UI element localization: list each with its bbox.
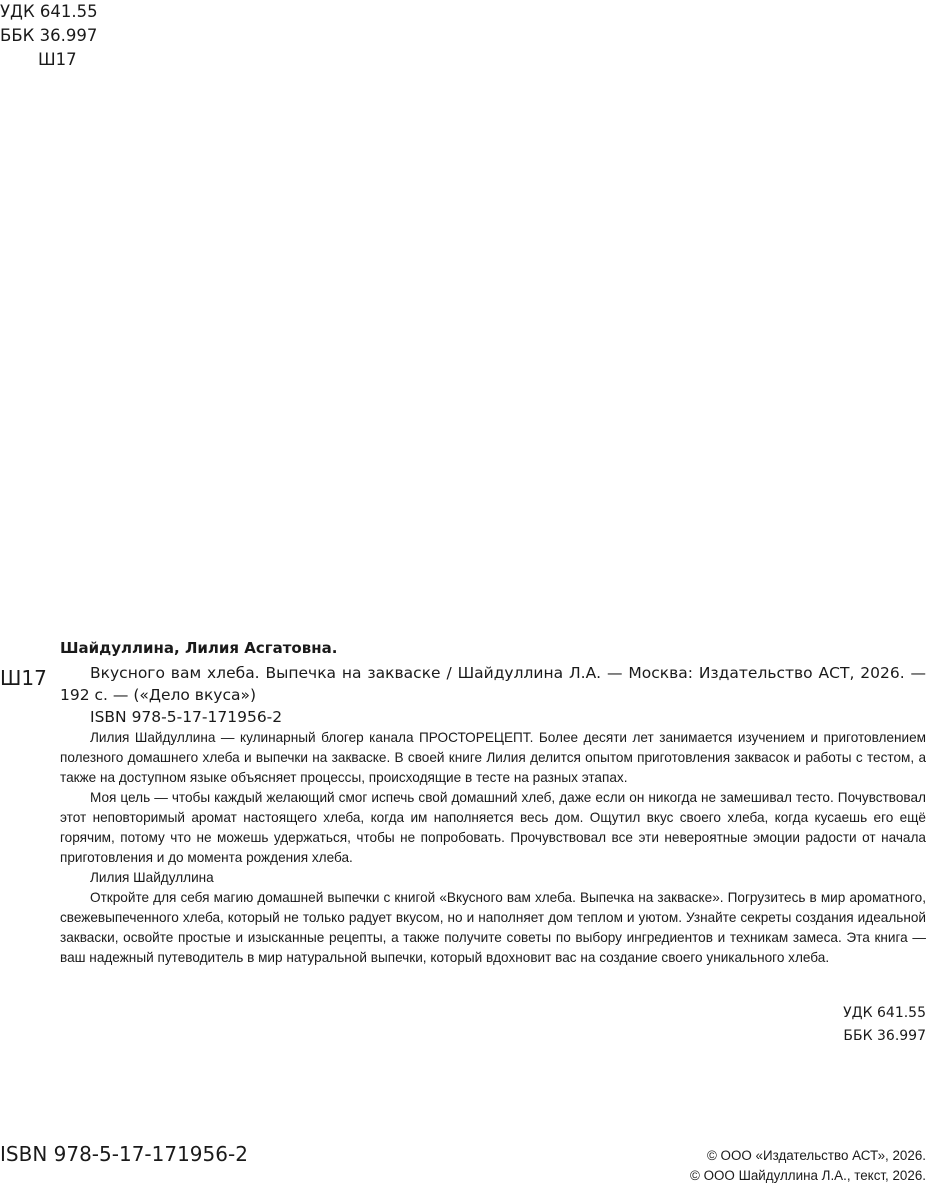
top-classification-codes xyxy=(0,0,98,72)
isbn-footer: ISBN 978-5-17-171956-2 xyxy=(0,1142,248,1166)
copyright-author: © ООО Шайдуллина Л.А., текст, 2026. xyxy=(690,1168,926,1183)
card-author: Шайдуллина, Лилия Асгатовна. xyxy=(60,639,338,657)
annotation-signature: Лилия Шайдуллина xyxy=(90,870,214,885)
card-classification-codes xyxy=(843,1002,926,1048)
author-sign-card: Ш17 xyxy=(0,666,47,690)
udk-code-card: УДК 641.55 xyxy=(843,1005,926,1021)
bbk-code-top: ББК 36.997 xyxy=(0,26,98,45)
card-title-block: Вкусного вам хлеба. Выпечка на закваске / Шайдуллина Л.А. — Москва: Издательство АСТ, 2026. —192 с. — («Дело вкуса») xyxy=(60,664,926,704)
bbk-code-card: ББК 36.997 xyxy=(843,1028,926,1044)
author-sign-top: Ш17 xyxy=(38,50,77,69)
udk-code-top: УДК 641.55 xyxy=(0,2,98,21)
copyright-publisher: © ООО «Издательство АСТ», 2026. xyxy=(706,1148,926,1163)
catalog-card xyxy=(60,634,926,968)
annotation-paragraph: Моя цель — чтобы каждый желающий смог испечь свой домашний хлеб, даже если он никогда не замешивал тесто. Почувствовал этот неповторимый аромат настоящего хлеба, когда им наполняется весь дом. Ощутил вкус своего хлеба, когда кусаешь его ещё горячим, потому что не можешь удержаться, чтобы не попробовать. Прочувствовал все эти невероятные эмоции радости от начала приготовления и до момента рождения хлеба. xyxy=(60,790,926,865)
card-isbn: ISBN 978-5-17-171956-2 xyxy=(90,708,283,726)
copyright-block xyxy=(690,1146,926,1186)
annotation-paragraph: Лилия Шайдуллина — кулинарный блогер канала ПРОСТОРЕЦЕПТ. Более десяти лет занимается изучением и приготовлением полезного домашнего хлеба и выпечки на закваске. В своей книге Лилия делится опытом приготовления заквасок и работы с тестом, а также на доступном языке объясняет процессы, происходящие в тесте на разных этапах. xyxy=(60,730,926,785)
annotation-paragraph: Откройте для себя магию домашней выпечки с книгой «Вкусного вам хлеба. Выпечка на закваске». Погрузитесь в мир ароматного, свежевыпеченного хлеба, который не только радует вкусом, но и наполняет дом теплом и уютом. Узнайте секреты создания идеальной закваски, освойте простые и изысканные рецепты, а также получите советы по выбору ингредиентов и техникам замеса. Эта книга — ваш надежный путеводитель в мир натуральной выпечки, который вдохновит вас на создание своего уникального хлеба. xyxy=(60,890,926,965)
